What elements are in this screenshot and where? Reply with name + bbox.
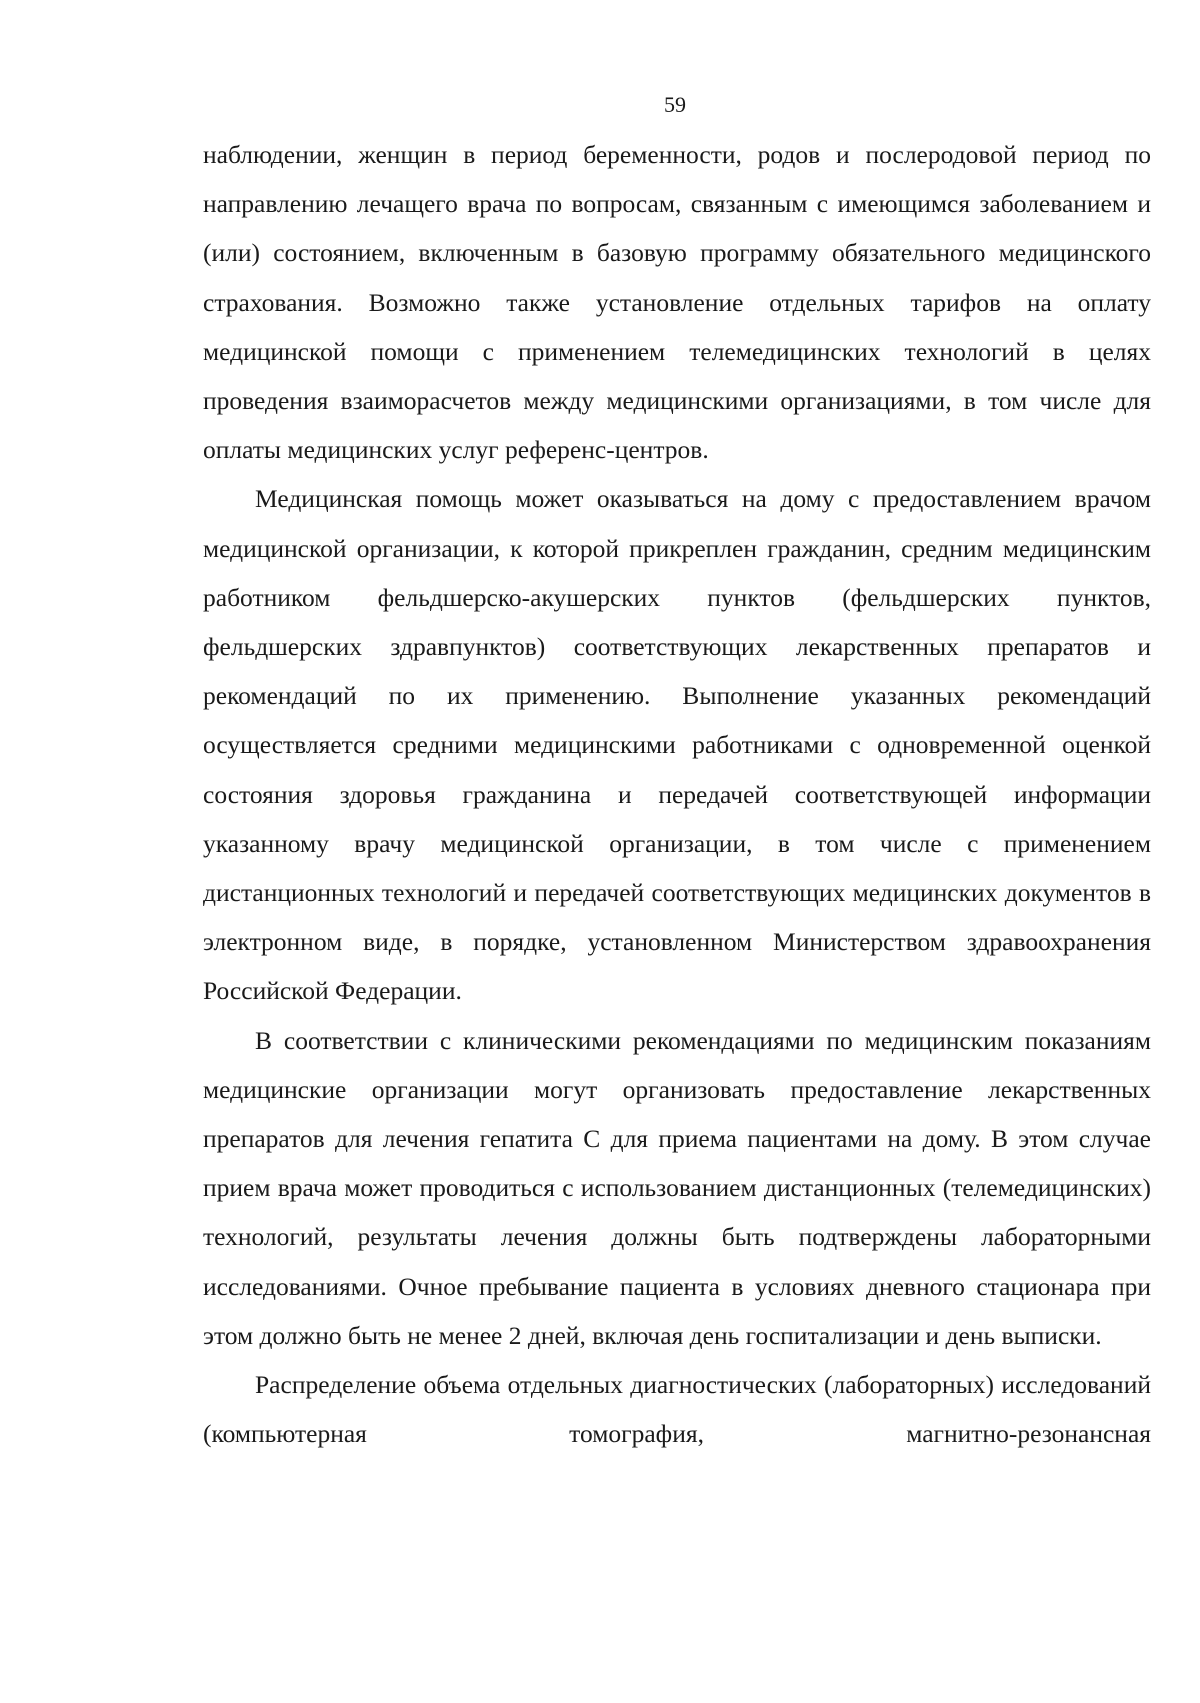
page-number: 59 (664, 92, 686, 117)
paragraph-continuation: наблюдении, женщин в период беременности, родов и послеродовой период по направлению лечащего врача по вопросам, связанным с имеющимся заболеванием и (или) состоянием, включенным в базовую программу обязательного медицинского страхования. Возможно также установление отдельных тарифов на оплату медицинской помощи с применением телемедицинских технологий в целях проведения взаиморасчетов между медицинскими организациями, в том числе для оплаты медицинских услуг референс-центров. (203, 140, 1151, 465)
paragraph-home-care: Медицинская помощь может оказываться на дому с предоставлением врачом медицинской организации, к которой прикреплен гражданин, средним медицинским работником фельдшерско-акушерских пунктов (фельдшерских пунктов, фельдшерских здравпунктов) соответствующих лекарственных препаратов и рекомендаций по их применению. Выполнение указанных рекомендаций осуществляется средними медицинскими работниками с одновременной оценкой состояния здоровья гражданина и передачей соответствующей информации указанному врачу медицинской организации, в том числе с применением дистанционных технологий и передачей соответствующих медицинских документов в электронном виде, в порядке, установленном Министерством здравоохранения Российской Федерации. (203, 484, 1151, 1006)
document-body (203, 130, 1151, 1458)
paragraph-diagnostics: Распределение объема отдельных диагностических (лабораторных) исследований (компьютерная томография, магнитно-резонансная (203, 1370, 1151, 1449)
paragraph-hepatitis-c: В соответствии с клиническими рекомендациями по медицинским показаниям медицинские организации могут организовать предоставление лекарственных препаратов для лечения гепатита С для приема пациентами на дому. В этом случае прием врача может проводиться с использованием дистанционных (телемедицинских) технологий, результаты лечения должны быть подтверждены лабораторными исследованиями. Очное пребывание пациента в условиях дневного стационара при этом должно быть не менее 2 дней, включая день госпитализации и день выписки. (203, 1025, 1151, 1350)
